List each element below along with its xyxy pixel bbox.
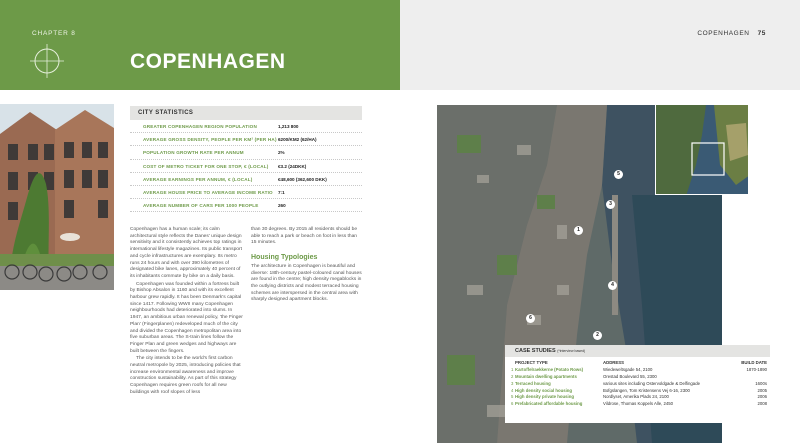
map-marker: 4 — [608, 281, 617, 290]
stats-label: COST OF METRO TICKET FOR ONE STOP, € (LOCAL) — [143, 163, 269, 169]
body-column-2 — [251, 227, 363, 305]
stats-row — [130, 133, 362, 146]
body-paragraph: Copenhagen has a human scale; its calm architectural style reflects the Danes' unique design sensitivity and it consistently achieves top ratings in international lifestyle magazines. Its public transport and cycle infrastructures are exemplary. Its metro runs 24 hours and with over 390 kilometres of designated bike lanes, approximately 40 percent of its inhabitants commute by bike on a daily basis. — [130, 227, 242, 279]
case-address: Vildrose, Thomas Koppels Alle, 2450 — [603, 401, 674, 407]
stats-row — [130, 199, 362, 212]
stats-value: 2% — [278, 150, 285, 156]
header-project-type: PROJECT TYPE — [515, 360, 548, 365]
city-statistics-table — [130, 106, 362, 212]
case-type: Mountain dwelling apartments — [515, 373, 577, 379]
case-address: Bofgslangen, Tom Kristensens Vej 6-16, 2300 — [603, 387, 690, 393]
map-marker: 6 — [526, 314, 535, 323]
case-table-header — [505, 359, 770, 366]
case-num: 2 — [511, 373, 514, 379]
stats-row — [130, 160, 362, 173]
case-date: 2005 — [757, 387, 767, 393]
case-address: Nordlyset, Amerika Plads 24, 2100 — [603, 394, 669, 400]
case-address: Wiedeweltsgade 54, 2100 — [603, 366, 653, 372]
stats-row — [130, 120, 362, 133]
case-date: 1870-1890 — [746, 366, 767, 372]
section-heading: Housing Typologies — [251, 254, 318, 262]
stats-label: POPULATION GROWTH RATE PER ANNUM — [143, 150, 244, 156]
stats-value: 1,213 800 — [278, 124, 299, 129]
header-address: ADDRESS — [603, 360, 625, 365]
stats-row — [130, 146, 362, 159]
case-type: High density social housing — [515, 387, 573, 393]
running-head-title: COPENHAGEN — [697, 30, 750, 37]
page-number: 75 — [757, 30, 766, 37]
stats-value: 7:1 — [278, 189, 285, 195]
stats-label: AVERAGE EARNINGS PER ANNUM, € (LOCAL) — [143, 176, 253, 182]
stats-label: AVERAGE HOUSE PRICE TO AVERAGE INCOME RATIO — [143, 189, 273, 195]
stats-label: AVERAGE NUMBER OF CARS PER 1000 PEOPLE — [143, 203, 259, 209]
stats-value: 260 — [278, 203, 286, 209]
stats-value: 6200/KM2 (62/HA) — [278, 137, 317, 143]
running-head — [697, 30, 766, 37]
case-num: 5 — [511, 394, 514, 400]
map-marker: 3 — [606, 200, 615, 209]
case-date: 2008 — [757, 401, 767, 407]
stats-label: AVERAGE GROSS DENSITY, PEOPLE PER KM² (PER HA) — [143, 137, 277, 143]
stats-row — [130, 173, 362, 186]
case-studies-table — [505, 345, 770, 423]
right-header-band — [400, 0, 800, 90]
case-num: 6 — [511, 401, 514, 407]
case-type: High density private housing — [515, 394, 574, 400]
body-paragraph: The city intends to be the world's first carbon neutral metropole by 2025, introducing policies that increase environmental awareness and improve construction sustainability. As part of this strategy Copenhagen requires green roofs for all new buildings with roof slopes of less — [130, 356, 241, 395]
case-address: Orestad Boulevard 55, 2300 — [603, 373, 657, 379]
case-studies-title — [505, 345, 770, 357]
crosshair-icon — [30, 44, 64, 78]
case-row — [505, 393, 770, 400]
header-build-date: BUILD DATE — [741, 360, 767, 365]
right-page — [400, 0, 800, 448]
case-row — [505, 373, 770, 380]
chapter-header-band — [0, 0, 400, 90]
stats-label: GREATER COPENHAGEN REGION POPULATION — [143, 124, 257, 129]
case-num: 3 — [511, 380, 514, 386]
street-photo — [0, 104, 114, 290]
body-paragraph: than 30 degrees. By 2015 all residents should be able to reach a park or beach on foot in less than 15 minutes. — [251, 227, 358, 246]
case-num: 4 — [511, 387, 514, 393]
stats-title: CITY STATISTICS — [130, 106, 362, 120]
body-paragraph: The architecture in Copenhagen is beautiful and diverse: 18th-century pastel-coloured canal houses are found in the centre; high density megablocks in the outlying districts and modest terraced housing schemes are interspersed in the central area with sharply designed apartment blocks. — [251, 263, 362, 303]
map-marker: 1 — [574, 226, 583, 235]
map-marker: 2 — [593, 331, 602, 340]
stats-row — [130, 186, 362, 199]
case-address: various sites including Ostervoldgade & Delfingade — [603, 380, 700, 386]
inset-map — [655, 104, 749, 195]
case-type: Kartoffelraekkerne (Potato Rows) — [515, 366, 584, 372]
stats-value: €48,600 (362,600 DKK) — [278, 176, 327, 182]
case-row — [505, 400, 770, 407]
case-date: 1600s — [755, 380, 767, 386]
case-date: 2006 — [757, 394, 767, 400]
chapter-label: CHAPTER 8 — [32, 30, 76, 37]
stats-value: €3.2 (24DKK) — [278, 163, 307, 169]
case-subtitle: (*interview based) — [557, 349, 586, 353]
body-paragraph: Copenhagen was founded within a fortress built by Bishop Absalon in 1160 and with its excellent harbour grew rapidly. It has been Denmark's capital since 1417. Following WWII many Copenhagen neighbourhoods had deteriorated into slums. In 1947, an ambitious urban renewal policy, 'the Finger Plan' (Fingerplanen) redeveloped much of the city and divided the Copenhagen metropolitan area into five suburban areas. The S-train lines follow the Finger Plan and green wedges and highways are built between the fingers. — [130, 281, 243, 354]
case-row — [505, 387, 770, 394]
case-title-text: CASE STUDIES — [515, 348, 556, 354]
case-row — [505, 366, 770, 373]
case-num: 1 — [511, 366, 514, 372]
body-column-1 — [130, 227, 245, 398]
map-marker: 5 — [614, 170, 623, 179]
page-title: COPENHAGEN — [130, 50, 286, 73]
case-type: Terraced housing — [515, 380, 551, 386]
case-type: Prefabricated affordable housing — [515, 401, 583, 407]
case-row — [505, 380, 770, 387]
